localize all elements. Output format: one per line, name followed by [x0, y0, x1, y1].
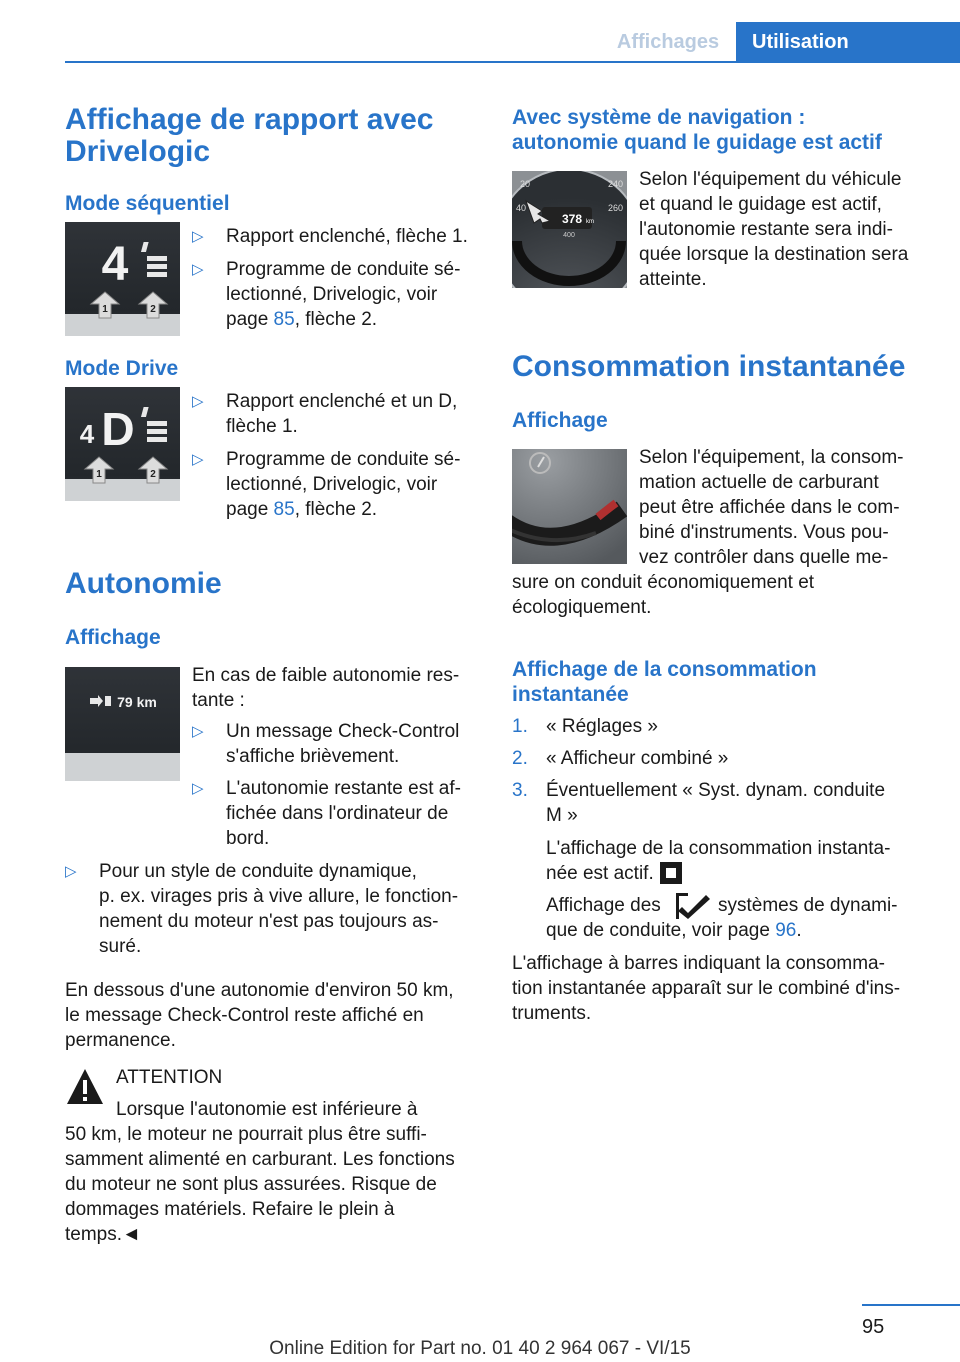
navigation-range-gauge-image: [512, 171, 627, 288]
triangle-bullet-icon: ▷: [192, 393, 204, 410]
arrow-2-label: 2: [150, 469, 156, 480]
triangle-bullet-icon: ▷: [192, 780, 204, 797]
header-tab-utilisation: Utilisation: [736, 22, 960, 62]
step-number: 3.: [512, 780, 528, 801]
edition-footer: Online Edition for Part no. 01 40 2 964 067 - VI/15: [269, 1338, 691, 1359]
gauge-range-value: 378: [561, 212, 583, 226]
range-display-image: [65, 667, 180, 781]
gauge-tick: 260: [608, 203, 624, 213]
list-item: 3. Éventuellement « Syst. dynam. conduite M »: [512, 780, 886, 826]
paragraph: Affichage des: [546, 895, 661, 916]
subtitle-mode-drive: Mode Drive: [65, 357, 179, 380]
section-title-autonomie: Autonomie: [65, 567, 222, 600]
drive-letter: D: [101, 403, 135, 455]
gauge-tick: 40: [516, 203, 527, 213]
list-item: ▷ Programme de conduite sé‐ lectionné, Drivelogic, voir page 85, flèche 2.: [192, 449, 461, 520]
paragraph: En dessous d'une autonomie d'environ 50 km, le message Check-Control reste affiché en permanence.: [65, 980, 454, 1051]
triangle-bullet-icon: ▷: [192, 451, 204, 468]
arrow-1-label: 1: [102, 304, 108, 315]
paragraph: En cas de faible autonomie res‐ tante :: [192, 665, 460, 711]
warning-icon: [65, 1066, 105, 1113]
section-title-line: Drivelogic: [65, 135, 211, 168]
subtitle-navigation: Avec système de navigation : autonomie quand le guidage est actif: [512, 106, 882, 154]
paragraph: L'affichage à barres indiquant la consomma‐ tion instantanée apparaît sur le combiné d'ins‐ truments.: [512, 953, 901, 1024]
paragraph: systèmes de dynami‐: [718, 895, 898, 916]
subtitle-affichage: Affichage: [512, 409, 608, 432]
consumption-gauge-image: [512, 449, 627, 564]
list-item: 1. « Réglages »: [512, 716, 658, 737]
triangle-bullet-icon: ▷: [192, 261, 204, 278]
arrow-2-label: 2: [150, 304, 156, 315]
paragraph: Selon l'équipement, la consom‐ mation actuelle de carburant peut être affichée dans le com‐ biné d'instruments. Vous pou‐ vez contrôler dans quelle me‐: [639, 447, 904, 568]
end-mark-icon: [660, 862, 682, 884]
section-title-consommation: Consommation instantanée: [512, 350, 906, 383]
triangle-bullet-icon: ▷: [65, 863, 77, 880]
page-link-85[interactable]: 85: [273, 309, 295, 330]
list-item: ▷ Rapport enclenché et un D, flèche 1.: [192, 391, 458, 437]
gauge-tick: 240: [608, 179, 624, 189]
step-number: 2.: [512, 748, 528, 769]
warning-text: 50 km, le moteur ne pourrait plus être suffi‐ samment alimenté en carburant. Les fonctions du moteur ne sont plus assurées. Risque de dommages matériels. Refaire le plein à temps.◄: [65, 1124, 455, 1245]
gauge-tick: 400: [563, 232, 575, 239]
list-item: ▷ Un message Check-Control s'affiche brièvement.: [192, 721, 460, 767]
gauge-range-unit: km: [586, 219, 594, 225]
gear-number: 4: [79, 419, 95, 449]
header-tab-affichages: Affichages: [616, 30, 720, 53]
footer-rule: [862, 1304, 960, 1306]
list-item: ▷ L'autonomie restante est af‐ fichée dans l'ordinateur de bord.: [192, 778, 461, 849]
section-title-rapport: [65, 104, 433, 168]
subtitle-mode-sequentiel: Mode séquentiel: [65, 192, 230, 215]
subtitle-affichage-consommation: Affichage de la consommation instantanée: [512, 658, 817, 706]
warning-text-line: Lorsque l'autonomie est inférieure à: [116, 1099, 418, 1120]
paragraph: Selon l'équipement du véhicule et quand le guidage est actif, l'autonomie restante sera indi‐ quée lorsque la destination sera atteinte.: [639, 169, 909, 290]
range-value: 79 km: [117, 694, 157, 710]
sequential-mode-image: [65, 222, 180, 336]
gauge-tick: 20: [520, 179, 531, 189]
list-item: ▷ Programme de conduite sé‐ lectionné, Drivelogic, voir page 85, flèche 2.: [192, 259, 461, 330]
paragraph: L'affichage de la consommation instanta‐ née est actif.: [546, 838, 891, 884]
paragraph: sure on conduit économiquement et écologiquement.: [512, 572, 815, 618]
triangle-bullet-icon: ▷: [192, 723, 204, 740]
list-item: 2. « Afficheur combiné »: [512, 748, 729, 769]
header-rule: [65, 61, 960, 63]
gear-number: 4: [101, 238, 129, 291]
page-link-96[interactable]: 96: [775, 920, 797, 941]
section-title-line: Affichage de rapport avec: [65, 103, 434, 136]
page-number: 95: [862, 1316, 885, 1338]
list-item: ▷ Rapport enclenché, flèche 1.: [192, 226, 468, 247]
paragraph: que de conduite, voir page 96.: [546, 920, 802, 941]
warning-title: ATTENTION: [116, 1067, 223, 1088]
arrow-1-label: 1: [96, 469, 102, 480]
subtitle-affichage: Affichage: [65, 626, 161, 649]
triangle-bullet-icon: ▷: [192, 228, 204, 245]
step-number: 1.: [512, 716, 528, 737]
drive-mode-image: [65, 387, 180, 501]
list-item: ▷ Pour un style de conduite dynamique, p. ex. virages pris à vive allure, le fonction‐ nement du moteur n'est pas toujours as‐ suré.: [65, 861, 459, 957]
page-link-85[interactable]: 85: [273, 499, 295, 520]
